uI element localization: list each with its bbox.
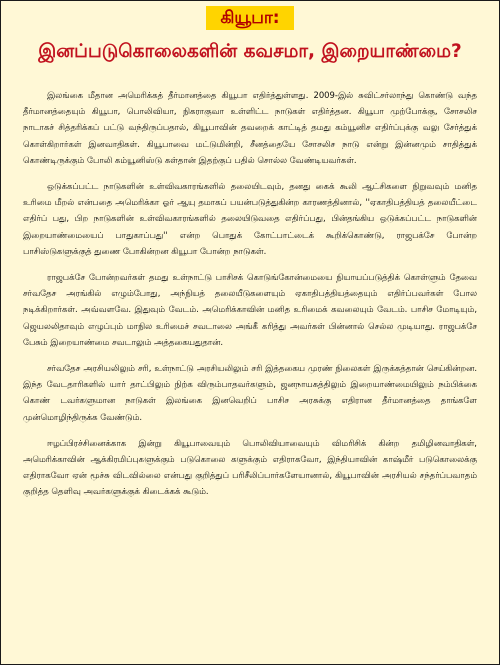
- paragraph: ஈழப்பிரச்சினைக்காக இன்று கியூபாவையும் பொலிவியாவையும் விமரிசிக் கின்ற தமிழினவாதிகள், அமெரிக்காவின் ஆக்கிரமிப்புகளுக்கும் படுகொலை களுக்கும் எதிராகவோ, இந்தியாவின் காஷ்மீர் படுகொலைக்கு எதிராகவோ ஏன் மூச்சு விடவில்லை என்பது குறித்துப் பரிசீலிப்பார்களேயானால், கியூபாவின் அரசியல் சந்தர்ப்பவாதம் குறித்த தெளிவு அவர்களுக்குக் கிடைக்கக் கூடும்.: [23, 437, 477, 497]
- paragraph: ராஜபக்சே போன்றவர்கள் தமது உள்நாட்டு பாசிசக் கொடுங்கோன்மையை நியாயப்படுத்திக் கொள்ளும் தேவை சர்வதேச அரங்கில் எழும்போது, அந்நியத் தலையீடுகளையும் ஏகாதிபத்தியத்தையும் எதிர்ப்பவர்கள் போல நடிக்கிறார்கள். அவ்வளவே. இதுவும் வேடம். அமெரிக்காவின் மனித உரிமைக் கவலையும் வேடம். பாசிச மோடியும், ஜெயலலிதாவும் எழுப்பும் மாநில உரிமைச் சவடாலை அங்கீ கரித்து அவர்கள் பின்னால் செல்ல முடியாது. ராஜபக்சே பேசும் இறையாண்மை சவடாலும் அத்தகையதுதான்.: [23, 272, 477, 347]
- section-kicker: கியூபா:: [206, 6, 293, 30]
- paragraph: ஒடுக்கப்பட்ட நாடுகளின் உள்விவகாரங்களில் தலையிடவும், தனது கைக் கூலி ஆட்சிகளை நிறுவவும் மனித உரிமை மீறல் என்பதை அமெரிக்கா ஓர் ஆயு தமாகப் பயன்படுத்துகின்ற காரணத்தினால், ''ஏகாதிபத்தியத் தலையீட்டை எதிர்ப் பது, பிற நாடுகளின் உள்விவகாரங்களில் தலையிடுவதை எதிர்ப்பது, பின்தங்கிய ஒடுக்கப்பட்ட நாடுகளின் இறையாண்மையைப் பாதுகாப்பது'' என்ற பொதுக் கோட்பாட்டைக் கூறிக்கொண்டு, ராஜபக்சே போன்ற பாசிஸ்டுகளுக்குத் துணை போகின்றன கியூபா போன்ற நாடுகள்.: [23, 181, 477, 256]
- article-body: [1, 77, 499, 500]
- paragraph: இலங்கை மீதான அமெரிக்கத் தீர்மானத்தை கியூபா எதிர்த்துள்ளது. 2009-இல் சுவிட்சர்லாந்து கொண்டு வந்த தீர்மானத்தையும் கியூபா, பொலிவியா, நிகராகுவா உள்ளிட்ட நாடுகள் எதிர்த்தன. கியூபா முற்போக்கு, சோசலிச நாடாகச் சித்தரிக்கப் பட்டு வந்திருப்பதால், கியூபாவின் தவறைக் காட்டித் தமது கம்யூனிச எதிர்ப்புக்கு வலு சேர்த்துக் கொள்கிறார்கள் இனவாதிகள். கியூபாவை மட்டுமின்றி, சீனத்தையே சோசலிச நாடு என்று இன்னமும் சாதித்துக் கொண்டிருக்கும் போலி கம்யூனிஸ்டு கள்தான் இதற்குப் பதில் சொல்ல வேண்டியவர்கள்.: [23, 90, 477, 165]
- article-headline: இனப்படுகொலைகளின் கவசமா, இறையாண்மை?: [38, 41, 462, 62]
- article-header: [1, 1, 499, 77]
- paragraph: சர்வதேச அரசியலிலும் சரி, உள்நாட்டு அரசியலிலும் சரி இத்தகைய முரண் நிலைகள் இருக்கத்தான் செய்கின்றன. இந்த வேடதாரிகளில் யார் தாட்பிலும் நிற்க விரும்பாதவர்களும், ஜனநாயகத்திலும் இறையாண்மையிலும் நம்பிக்கை கொண் டவர்களுமான நாடுகள் இலங்கை இனவெறிப் பாசிச அரசுக்கு எதிரான தீர்மானத்தை தாங்களே முன்மொழிந்திருக்க வேண்டும்.: [23, 363, 477, 422]
